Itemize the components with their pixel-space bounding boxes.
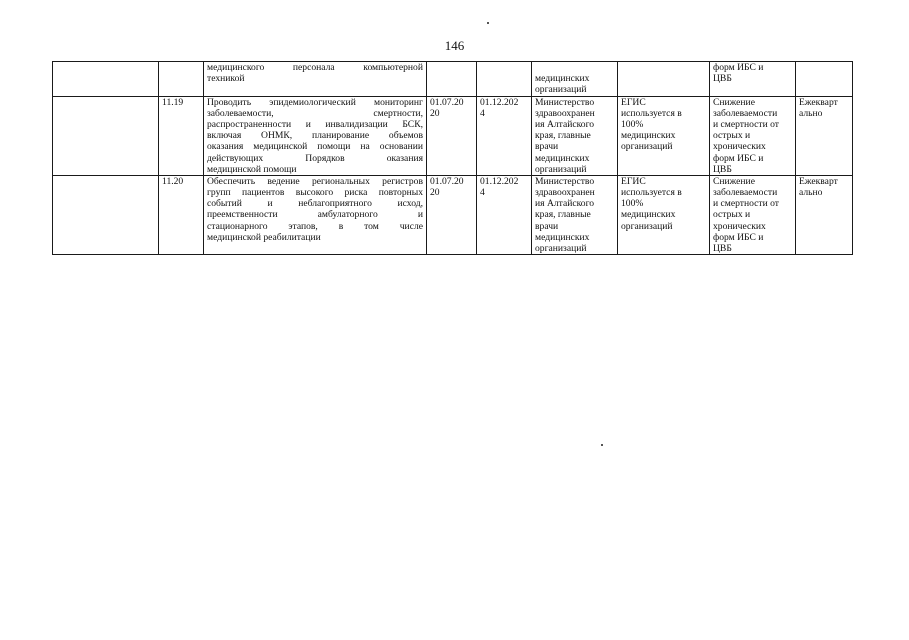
cell-end-date: [477, 175, 532, 254]
cell-result-line: и смертности от: [713, 198, 779, 210]
cell-frequency: [796, 175, 853, 254]
cell-frequency-line: Ежекварт: [799, 175, 838, 187]
cell-action-line: медицинской реабилитации: [207, 231, 321, 243]
cell-end-date-line: 01.12.202: [480, 175, 519, 187]
table-row: [53, 175, 853, 254]
cell-result: [710, 175, 796, 254]
cell-indicator-line: ЕГИС: [621, 96, 646, 108]
cell-responsible-line: ия Алтайского: [535, 118, 595, 130]
scan-speck-bottom: [601, 444, 603, 446]
cell-result-line: хронических: [713, 141, 766, 153]
cell-result-line: Снижение: [713, 96, 755, 108]
cell-frequency-line: ально: [799, 107, 823, 119]
cell-indicator-line: медицинских: [621, 209, 676, 221]
cell-action-line: действующих Порядков оказания: [207, 152, 423, 164]
table-row: [53, 96, 853, 175]
cell-responsible-line: медицинских: [535, 231, 590, 243]
cell-responsible-line: [535, 62, 614, 73]
cell-responsible-line: края, главные: [535, 209, 591, 221]
cell-frequency-line: Ежекварт: [799, 96, 838, 108]
cell-indicator-line: организаций: [621, 141, 673, 153]
cell-indicator: [618, 175, 710, 254]
cell-action-line: включая ОНМК, планирование объемов: [207, 130, 423, 142]
cell-action-line: заболеваемости, смертности,: [207, 107, 423, 119]
cell-result-line: заболеваемости: [713, 107, 778, 119]
cell-result-line: острых и: [713, 209, 751, 221]
cell-action-line: оказания медицинской помощи на основании: [207, 141, 423, 153]
cell-responsible-line: медицинских: [535, 73, 590, 85]
cell-action-line: распространенности и инвалидизации БСК,: [207, 118, 423, 130]
cell-responsible-line: врачи: [535, 220, 559, 232]
cell-responsible: [532, 96, 618, 175]
cell-result-line: Снижение: [713, 175, 755, 187]
cell-frequency: [796, 62, 853, 97]
cell-indicator-line: используется в: [621, 187, 682, 199]
cell-end-date: [477, 62, 532, 97]
cell-result-line: форм ИБС и: [713, 152, 764, 164]
cell-action-line: стационарного этапов, в том числе: [207, 220, 423, 232]
cell-result-line: хронических: [713, 220, 766, 232]
cell-indicator: [618, 96, 710, 175]
cell-responsible: [532, 175, 618, 254]
cell-result-line: ЦВБ: [713, 243, 732, 254]
cell-blank: [53, 96, 159, 175]
table-row: [53, 62, 853, 97]
cell-responsible-line: края, главные: [535, 130, 591, 142]
cell-action: [204, 175, 427, 254]
page-number: 146: [444, 38, 465, 53]
cell-end-date-line: 4: [480, 107, 485, 119]
cell-action-line: медицинской помощи: [207, 163, 297, 175]
cell-responsible: [532, 62, 618, 97]
cell-end-date-line: 01.12.202: [480, 96, 519, 108]
cell-responsible-line: Министерство: [535, 96, 595, 108]
cell-result-line: форм ИБС и: [713, 231, 764, 243]
cell-action-line: Проводить эпидемиологический мониторинг: [207, 96, 423, 108]
cell-number: 11.20: [159, 175, 204, 254]
measures-table: [52, 61, 853, 255]
cell-frequency-line: ально: [799, 187, 823, 199]
cell-action-line: преемственности амбулаторного и: [207, 209, 423, 221]
cell-responsible-line: здравоохранен: [535, 187, 595, 199]
cell-indicator: [618, 62, 710, 97]
cell-responsible-line: здравоохранен: [535, 107, 595, 119]
cell-result-line: ЦВБ: [713, 73, 732, 85]
cell-indicator-line: 100%: [621, 118, 644, 130]
cell-result-line: форм ИБС и: [713, 62, 764, 73]
cell-action: [204, 96, 427, 175]
cell-result-line: ЦВБ: [713, 163, 732, 175]
cell-action-line: групп пациентов высокого риска повторных: [207, 187, 423, 199]
cell-start-date-line: 20: [430, 107, 440, 119]
cell-result: [710, 96, 796, 175]
cell-action-line: событий и неблагоприятного исход,: [207, 198, 423, 210]
cell-indicator-line: 100%: [621, 198, 644, 210]
cell-responsible-line: ия Алтайского: [535, 198, 595, 210]
cell-start-date-line: 01.07.20: [430, 175, 464, 187]
cell-blank: [53, 62, 159, 97]
cell-indicator-line: ЕГИС: [621, 175, 646, 187]
cell-action-line: медицинского персонала компьютерной: [207, 62, 423, 73]
cell-responsible-line: организаций: [535, 243, 587, 254]
cell-start-date-line: 01.07.20: [430, 96, 464, 108]
cell-frequency: [796, 96, 853, 175]
cell-end-date-line: 4: [480, 187, 485, 199]
table-body: [53, 62, 853, 255]
cell-responsible-line: Министерство: [535, 175, 595, 187]
cell-blank: [53, 175, 159, 254]
cell-result-line: заболеваемости: [713, 187, 778, 199]
cell-start-date: [427, 62, 477, 97]
cell-number: 11.19: [159, 96, 204, 175]
cell-start-date-line: 20: [430, 187, 440, 199]
cell-action-line: техникой: [207, 73, 245, 85]
cell-result: [710, 62, 796, 97]
cell-responsible-line: организаций: [535, 84, 587, 96]
cell-indicator-line: используется в: [621, 107, 682, 119]
cell-action-line: Обеспечить ведение региональных регистров: [207, 175, 423, 187]
cell-start-date: [427, 175, 477, 254]
cell-start-date: [427, 96, 477, 175]
cell-number: [159, 62, 204, 97]
cell-action: [204, 62, 427, 97]
cell-result-line: острых и: [713, 130, 751, 142]
cell-result-line: и смертности от: [713, 118, 779, 130]
cell-responsible-line: медицинских: [535, 152, 590, 164]
cell-end-date: [477, 96, 532, 175]
scan-speck-top: [487, 22, 489, 24]
cell-responsible-line: организаций: [535, 163, 587, 175]
cell-indicator-line: медицинских: [621, 130, 676, 142]
cell-indicator-line: организаций: [621, 220, 673, 232]
cell-responsible-line: врачи: [535, 141, 559, 153]
